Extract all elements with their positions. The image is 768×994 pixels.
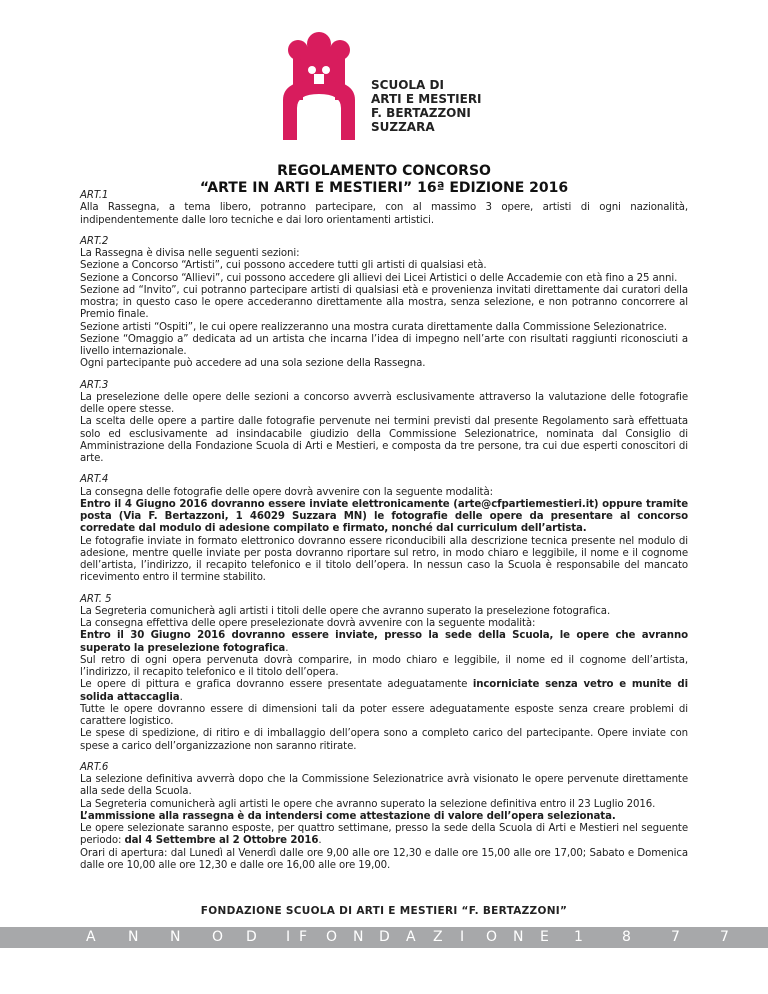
band-letter: A [86,929,96,945]
text-run: Le opere selezionate saranno esposte, per quattro settimane, presso la sede della Scuola di Arti e Mestieri nel seguente periodo: [80,823,688,847]
bold-text: dal 4 Settembre al 2 Ottobre 2016 [124,835,319,847]
article-paragraph [80,618,688,630]
band-letter: N [353,929,364,945]
bold-text: Entro il 4 Giugno 2016 dovranno essere inviate elettronicamente (arte@cfpartiemestieri.it) oppure tramite posta (Via F. Bertazzoni, 1 46029 Suzzara MN) le fotografie delle opere da presentare al concorso corredate dal modulo di adesione compilato e firmato, nonché dal curriculum dell’artista. [80,498,688,535]
band-letter: O [212,929,224,945]
band-letter: I [286,929,291,945]
tree-logo-icon [281,30,366,140]
article-paragraph [80,248,688,260]
bold-text: Entro il 30 Giugno 2016 dovranno essere inviate, presso la sede della Scuola, le opere che avranno superato la preselezione fotografica [80,630,688,654]
band-letter: N [513,929,524,945]
school-name-line: SUZZARA [371,120,435,134]
text-run: Sezione a Concorso “Artisti”, cui possono accedere tutti gli artisti di qualsiasi età. [80,260,487,272]
band-letter: O [326,929,338,945]
band-letter: F [299,929,308,945]
article-title: ART.1 [80,190,109,201]
article-title: ART.6 [80,761,109,773]
band-letter: 7 [720,929,729,945]
school-name-line: ARTI E MESTIERI [371,92,482,106]
article-paragraph [80,322,688,334]
band-letter: Z [433,929,443,945]
text-run: . [179,691,183,703]
band-letter: 1 [574,929,583,945]
text-run: Tutte le opere dovranno essere di dimensioni tali da poter essere adeguatamente esposte senza creare problemi di carattere logistico. [80,703,688,727]
article-paragraph [80,285,688,322]
article-paragraph [80,536,688,585]
band-letter: E [540,929,549,945]
text-run: La consegna effettiva delle opere preselezionate dovrà avvenire con la seguente modalità: [80,618,536,629]
article-paragraph [80,811,688,823]
article-paragraph [80,630,688,655]
text-run: La preselezione delle opere delle sezioni a concorso avverrà esclusivamente attraverso la valutazione delle fotografie delle opere stesse. [80,391,688,415]
article-paragraph [80,499,688,536]
text-run: Alla Rassegna, a tema libero, potranno partecipare, con al massimo 3 opere, artisti di ogni nazionalità, indipendentemente dalle loro tecniche e dai loro orientamenti artistici. [80,202,688,226]
band-letter: N [128,929,139,945]
text-run: La Segreteria comunicherà agli artisti le opere che avranno superato la selezione definitiva entro il 23 Luglio 2016. [80,798,656,810]
article-section [80,594,688,753]
article-paragraph [80,728,688,753]
text-run: La Segreteria comunicherà agli artisti i titoli delle opere che avranno superato la preselezione fotografica. [80,605,611,617]
text-run: Sul retro di ogni opera pervenuta dovrà comparire, in modo chiaro e leggibile, il nome ed il cognome dell’artista, l’indirizzo, il recapito telefonico e il titolo dell’opera. [80,654,688,678]
text-run: Sezione “Omaggio a” dedicata ad un artista che incarna l’idea di impegno nell’arte con risultati raggiunti riconosciuti a livello internazionale. [80,333,688,357]
band-letter: I [460,929,465,945]
article-title: ART.2 [80,235,109,247]
article-section [80,762,688,872]
title-line-1: REGOLAMENTO CONCORSO [277,163,491,179]
band-letter: A [406,929,416,945]
school-logo [281,30,501,140]
article-paragraph [80,606,688,618]
band-letter: D [246,929,257,945]
founding-year-band [0,927,768,948]
band-letter: D [379,929,390,945]
bold-text: incorniciate senza vetro e munite di solida attaccaglia [80,679,688,703]
text-run: La Rassegna è divisa nelle seguenti sezioni: [80,248,300,259]
text-run: . [285,642,289,654]
article-paragraph [80,774,688,799]
article-section [80,236,688,371]
article-title: ART.3 [80,379,109,391]
article-paragraph [80,416,688,465]
text-run: La scelta delle opere a partire dalle fotografie pervenute nei termini previsti dal presente Regolamento sarà effettuata solo ed esclusivamente ad insindacabile giudizio della Commissione Selezionatrice, nominata dal Consiglio di Amministrazione della Fondazione Scuola di Arti e Mestieri, e composta da tre persone, tra cui due esperti conoscitori di arte. [80,416,688,464]
text-run: Le spese di spedizione, di ritiro e di imballaggio dell’opera sono a completo carico del partecipante. Opere inviate con spese a carico dell’organizzazione non saranno ritirate. [80,728,688,752]
text-run: Ogni partecipante può accedere ad una sola sezione della Rassegna. [80,358,426,370]
text-run: Sezione artisti “Ospiti”, le cui opere realizzeranno una mostra curata direttamente dalla Commissione Selezionatrice. [80,321,667,333]
text-run: Le fotografie inviate in formato elettronico dovranno essere riconducibili alla descrizione tecnica presente nel modulo di adesione, mentre quelle inviate per posta dovranno riportare sul retro, in modo chiaro e leggibile, il nome e il cognome dell’artista, l’indirizzo, il recapito telefonico e il titolo dell’opera. In nessun caso la Scuola è responsabile del mancato ricevimento entro il termine stabilito. [80,535,688,584]
article-paragraph [80,392,688,417]
text-run: Le opere di pittura e grafica dovranno essere presentate adeguatamente [80,679,473,691]
article-paragraph [80,260,688,272]
article-paragraph [80,823,688,848]
article-paragraph [80,334,688,359]
article-paragraph [80,704,688,729]
article-paragraph [80,799,688,811]
band-letter: N [170,929,181,945]
text-run: Sezione ad “Invito”, cui potranno partecipare artisti di qualsiasi età e provenienza invitati direttamente dai curatori della mostra; in questo caso le opere accederanno direttamente alla mostra, senza selezione, e non potranno concorrere al Premio finale. [80,284,688,321]
article-paragraph [80,487,688,499]
school-name-line: SCUOLA DI [371,78,444,92]
article-paragraph [80,655,688,680]
text-run: . [318,835,322,847]
article-paragraph [80,679,688,704]
text-run: La selezione definitiva avverrà dopo che la Commissione Selezionatrice avrà visionato le opere pervenute direttamente alla sede della Scuola. [80,774,688,798]
article-title: ART.4 [80,474,109,486]
regulation-body [80,190,688,881]
article-section [80,474,688,584]
article-section [80,380,688,466]
text-run: La consegna delle fotografie delle opere dovrà avvenire con la seguente modalità: [80,486,493,498]
band-letter: O [486,929,498,945]
text-run: Orari di apertura: dal Lunedì al Venerdì dalle ore 9,00 alle ore 12,30 e dalle ore 15,00 alle ore 17,00; Sabato e Domenica dalle ore 10,00 alle ore 12,30 e dalle ore 16,00 alle ore 19,00. [80,847,688,871]
school-name-line: F. BERTAZZONI [371,106,471,120]
article-title: ART. 5 [80,593,112,605]
text-run: Sezione a Concorso “Allievi”, cui possono accedere gli allievi dei Licei Artistici o delle Accademie con età fino a 25 anni. [80,272,678,284]
title-line-2: “ARTE IN ARTI E MESTIERI” 16ª EDIZIONE 2016 [199,180,569,196]
article-paragraph [80,358,688,370]
school-name [371,78,482,134]
article-paragraph [80,202,688,227]
article-section [80,190,688,227]
article-paragraph [80,848,688,873]
foundation-name: FONDAZIONE SCUOLA DI ARTI E MESTIERI “F. BERTAZZONI” [200,905,568,917]
article-paragraph [80,273,688,285]
band-letter: 7 [671,929,680,945]
band-letter: 8 [622,929,631,945]
founding-year-text [0,927,768,948]
bold-text: L’ammissione alla rassegna è da intendersi come attestazione di valore dell’opera selezionata. [80,810,616,822]
